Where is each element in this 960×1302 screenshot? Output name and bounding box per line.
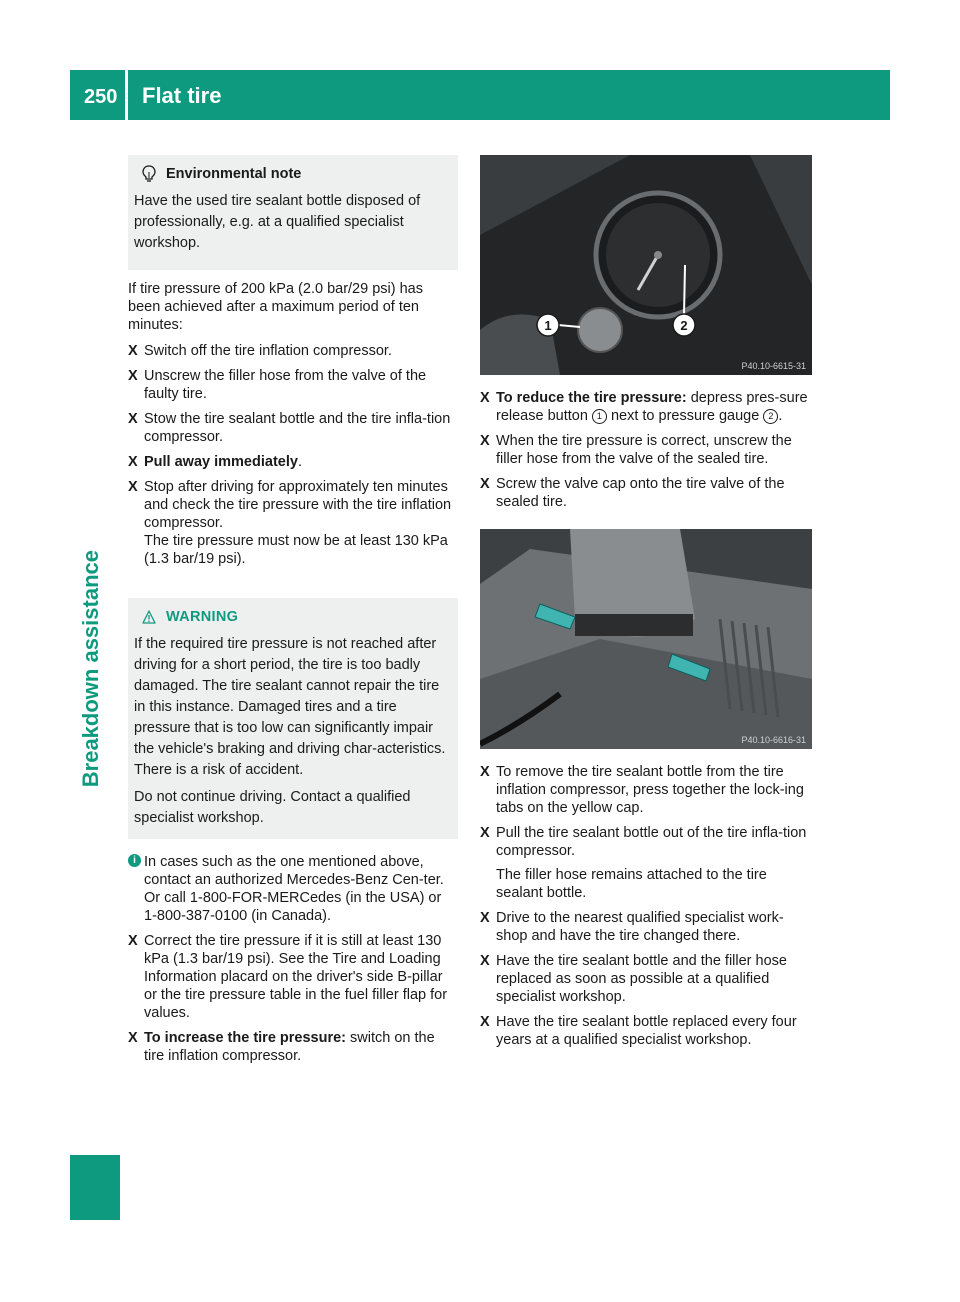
step-marker: X <box>480 825 490 841</box>
environmental-note <box>128 155 458 270</box>
step-marker: X <box>480 390 490 406</box>
step-text: Correct the tire pressure if it is still at least 130 kPa (1.3 bar/19 psi). See the Tire and Loading Information placard on the driver's side B-pillar or the tire pressure table in the fuel filler flap for values. <box>144 933 448 1021</box>
step-marker: X <box>128 411 138 427</box>
step-text: Stop after driving for approximately ten minutes and check the tire pressure with the tire inflation compressor. <box>144 479 452 531</box>
step-marker: X <box>128 479 138 495</box>
step-text: switch on the tire inflation compressor. <box>144 1030 435 1064</box>
step-marker: X <box>128 454 138 470</box>
warning-header <box>134 608 452 626</box>
env-note-text: Have the used tire sealant bottle disposed of professionally, e.g. at a qualified specialist workshop. <box>134 193 421 251</box>
step-item <box>480 763 812 817</box>
info-note <box>128 853 458 925</box>
step-text: Pull the tire sealant bottle out of the tire infla-tion compressor. <box>496 825 807 859</box>
callout-ref-2: 2 <box>763 409 778 424</box>
left-column <box>128 155 458 1072</box>
photo-caption: P40.10-6616-31 <box>741 735 806 745</box>
step-text: Screw the valve cap onto the tire valve of the sealed tire. <box>496 476 785 510</box>
step-marker: X <box>128 368 138 384</box>
warning-icon <box>142 610 156 624</box>
page-title: Flat tire <box>142 83 222 108</box>
step-item <box>480 432 812 468</box>
info-text: In cases such as the one mentioned above, contact an authorized Mercedes-Benz Cen-ter. Or call 1-800-FOR-MERCedes (in the USA) or 1-800-387-0100 (in Canada). <box>144 854 444 924</box>
step-bold: To increase the tire pressure: <box>144 1030 347 1046</box>
step-item <box>128 453 458 471</box>
step-item <box>128 367 458 403</box>
callout-2: 2 <box>680 318 688 333</box>
step-text: next to pressure gauge <box>606 408 764 424</box>
info-icon: i <box>128 854 141 867</box>
step-text: Drive to the nearest qualified specialist work-shop and have the tire changed there. <box>496 910 784 944</box>
step-item <box>480 475 812 511</box>
step-bold: Pull away immediately <box>144 454 298 470</box>
step-text: Have the tire sealant bottle replaced every four years at a qualified specialist workshop. <box>496 1014 797 1048</box>
warning-advice: Do not continue driving. Contact a qualified specialist workshop. <box>134 789 411 826</box>
section-tab-label: Breakdown assistance <box>78 550 103 788</box>
step-text: Switch off the tire inflation compressor. <box>144 343 392 359</box>
step-marker: X <box>128 343 138 359</box>
step-marker: X <box>480 953 490 969</box>
header-divider <box>125 70 128 120</box>
page-header <box>70 70 890 120</box>
step-text: . <box>778 408 783 424</box>
step-item <box>480 1013 812 1049</box>
step-item <box>480 824 812 902</box>
warning-text: If the required tire pressure is not reached after driving for a short period, the tire is too badly damaged. The tire sealant cannot repair the tire in this instance. Damaged tires and a tire pressure that is too low can significantly impair the vehicle's braking and driving char-acteristics. There is a risk of accident. <box>134 636 446 778</box>
lightbulb-icon <box>142 165 156 183</box>
step-bold: To reduce the tire pressure: <box>496 390 687 406</box>
env-note-header <box>134 165 452 183</box>
step-text: When the tire pressure is correct, unscrew the filler hose from the valve of the sealed tire. <box>496 433 792 467</box>
step-subtext: The tire pressure must now be at least 130 kPa (1.3 bar/19 psi). <box>144 533 448 567</box>
step-item <box>128 478 458 568</box>
warning-box <box>128 598 458 839</box>
right-column <box>480 155 812 1056</box>
step-marker: X <box>128 933 138 949</box>
step-text: Unscrew the filler hose from the valve of the faulty tire. <box>144 368 427 402</box>
step-item <box>128 932 458 1022</box>
step-marker: X <box>480 1014 490 1030</box>
step-text: To remove the tire sealant bottle from the tire inflation compressor, press together the lock-ing tabs on the yellow cap. <box>496 764 804 816</box>
step-marker: X <box>480 433 490 449</box>
env-note-title: Environmental note <box>166 166 302 182</box>
photo-caption: P40.10-6615-31 <box>741 361 806 371</box>
step-item <box>128 342 458 360</box>
intro-paragraph: If tire pressure of 200 kPa (2.0 bar/29 psi) has been achieved after a maximum period of ten minutes: <box>128 281 423 333</box>
step-text: Have the tire sealant bottle and the filler hose replaced as soon as possible at a qualified specialist workshop. <box>496 953 787 1005</box>
step-item <box>480 952 812 1006</box>
sealant-bottle-photo <box>480 529 812 749</box>
page-number: 250 <box>84 86 118 108</box>
section-tab-marker <box>70 1155 120 1220</box>
step-text: depress pres-sure release button <box>496 390 808 424</box>
step-marker: X <box>128 1030 138 1046</box>
step-item <box>128 1029 458 1065</box>
step-text: . <box>297 454 302 470</box>
step-marker: X <box>480 764 490 780</box>
step-item <box>480 909 812 945</box>
step-text: Stow the tire sealant bottle and the tire infla-tion compressor. <box>144 411 451 445</box>
pressure-gauge-photo <box>480 155 812 375</box>
step-item <box>480 389 812 425</box>
step-item <box>128 410 458 446</box>
step-marker: X <box>480 910 490 926</box>
step-marker: X <box>480 476 490 492</box>
callout-1: 1 <box>544 318 552 333</box>
callout-ref-1: 1 <box>592 409 607 424</box>
step-subtext: The filler hose remains attached to the tire sealant bottle. <box>496 867 767 901</box>
warning-title: WARNING <box>166 609 239 625</box>
